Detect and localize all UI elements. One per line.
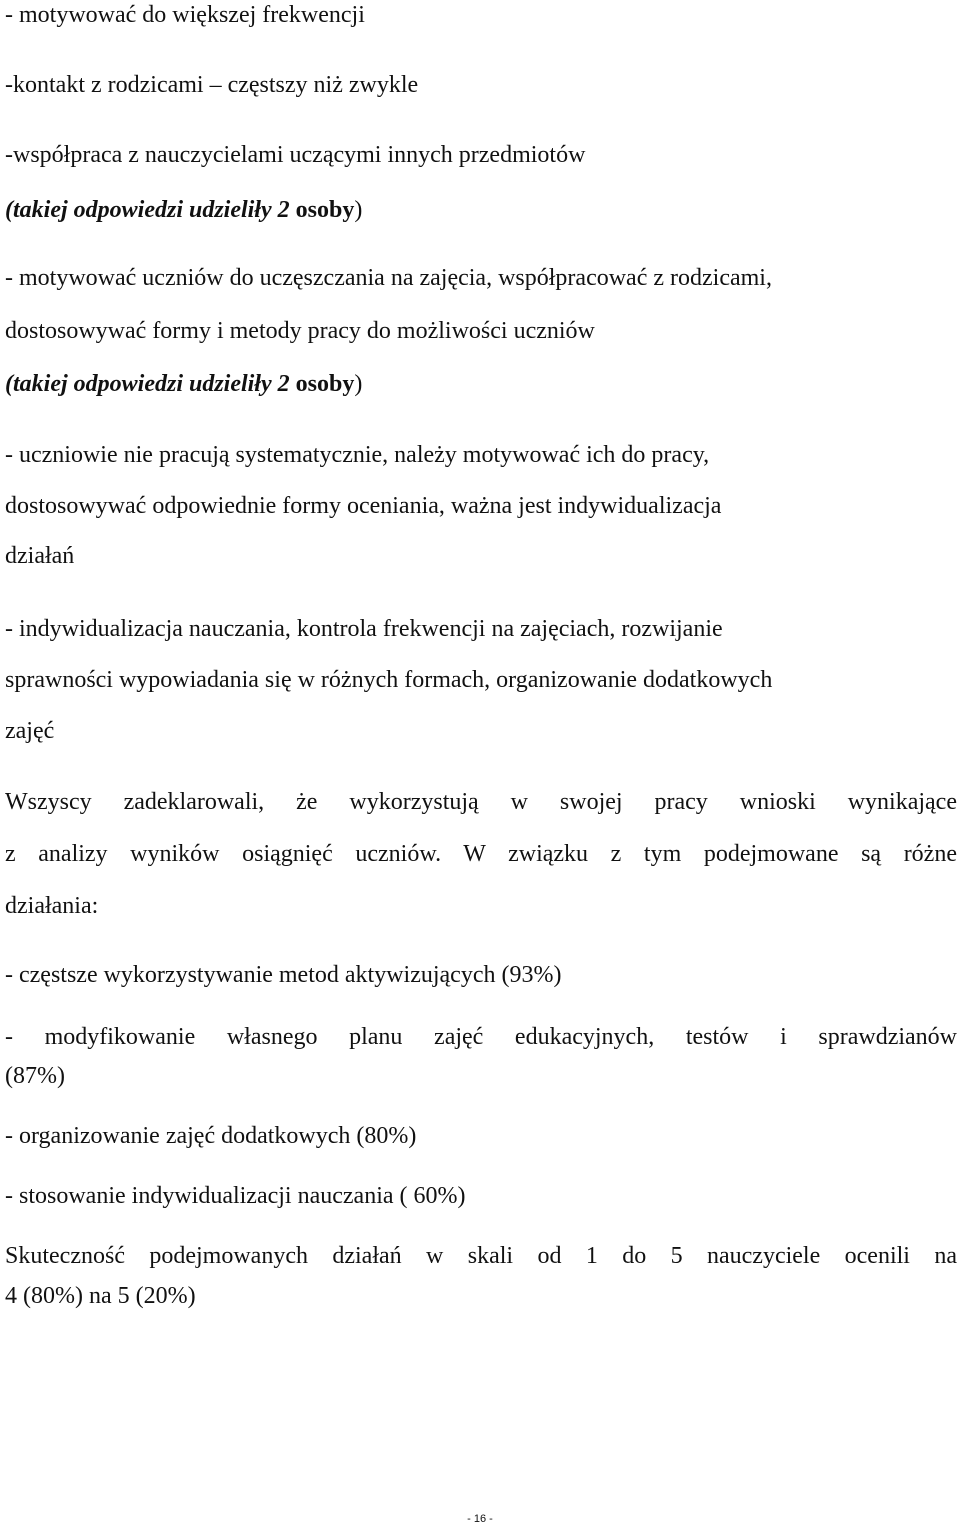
text-line: sprawności wypowiadania się w różnych formach, organizowanie dodatkowych — [5, 667, 773, 693]
text-line: działań — [5, 543, 75, 569]
note-line — [5, 195, 362, 225]
text-line: -kontakt z rodzicami – częstszy niż zwykle — [5, 72, 419, 98]
text-line: - motywować do większej frekwencji — [5, 2, 365, 28]
text-line: 4 (80%) na 5 (20%) — [5, 1283, 196, 1309]
list-item: - organizowanie zajęć dodatkowych (80%) — [5, 1123, 417, 1149]
note-bold: osoby — [295, 371, 355, 397]
paragraph-line: Skuteczność podejmowanych działań w skali od 1 do 5 nauczyciele ocenili na — [5, 1243, 957, 1269]
note-italic: (takiej odpowiedzi udzieliły 2 — [5, 197, 296, 223]
list-item: - stosowanie indywidualizacji nauczania ( 60%) — [5, 1183, 466, 1209]
note-tail: ) — [354, 371, 363, 397]
note-tail: ) — [354, 197, 363, 223]
text-line: - uczniowie nie pracują systematycznie, należy motywować ich do pracy, — [5, 442, 710, 468]
text-line: - indywidualizacja nauczania, kontrola frekwencji na zajęciach, rozwijanie — [5, 616, 723, 642]
list-item: - częstsze wykorzystywanie metod aktywizujących (93%) — [5, 962, 562, 988]
text-line: działania: — [5, 893, 99, 919]
list-item: - modyfikowanie własnego planu zajęć edukacyjnych, testów i sprawdzianów — [5, 1024, 957, 1050]
text-line: (87%) — [5, 1063, 65, 1089]
text-line: -współpraca z nauczycielami uczącymi innych przedmiotów — [5, 142, 586, 168]
paragraph-line: Wszyscy zadeklarowali, że wykorzystują w swojej pracy wnioski wynikające — [5, 789, 957, 815]
paragraph-line: z analizy wyników osiągnięć uczniów. W związku z tym podejmowane są różne — [5, 841, 957, 867]
note-line — [5, 369, 362, 399]
text-line: zajęć — [5, 718, 55, 744]
note-bold: osoby — [295, 197, 355, 223]
text-line: dostosowywać odpowiednie formy oceniania, ważna jest indywidualizacja — [5, 493, 722, 519]
note-italic: (takiej odpowiedzi udzieliły 2 — [5, 371, 296, 397]
text-line: dostosowywać formy i metody pracy do możliwości uczniów — [5, 318, 595, 344]
page-number: - 16 - — [467, 1513, 493, 1525]
text-line: - motywować uczniów do uczęszczania na zajęcia, współpracować z rodzicami, — [5, 265, 772, 291]
